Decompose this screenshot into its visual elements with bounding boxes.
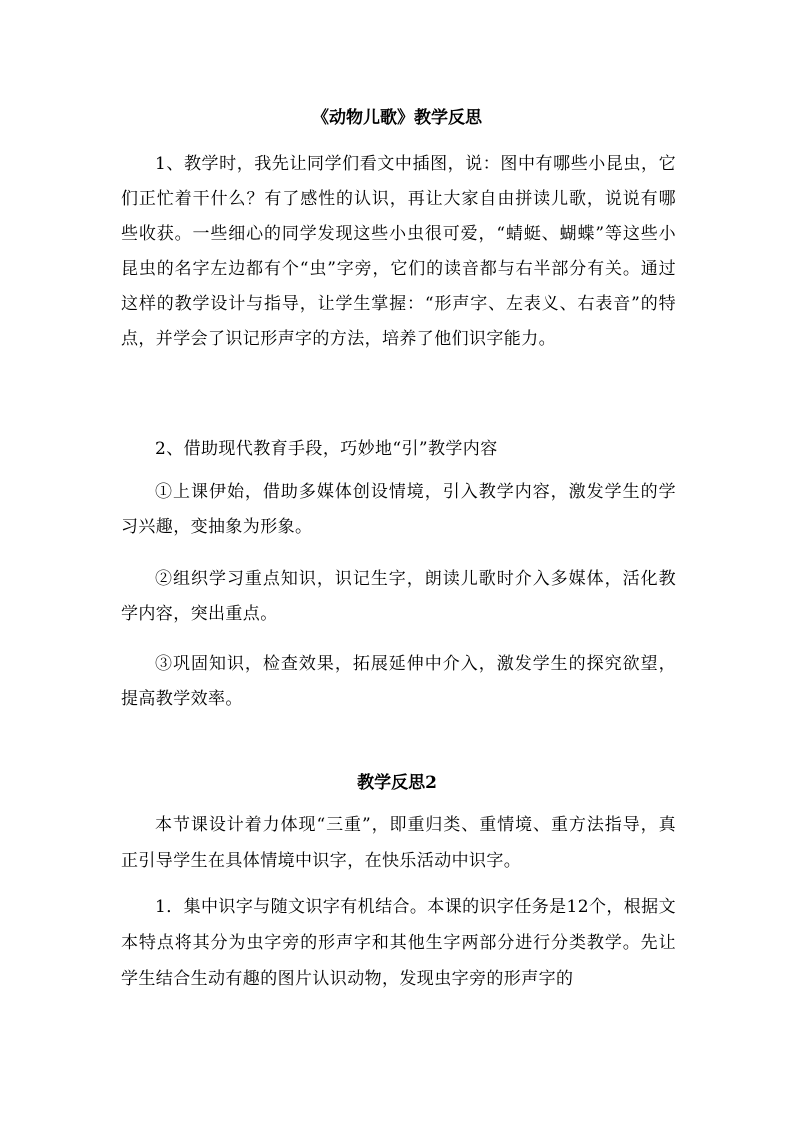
section2-paragraph-1: 本节课设计着力体现“三重”，即重归类、重情境、重方法指导，真正引导学生在具体情境中识字，在快乐活动中识字。 <box>121 815 676 871</box>
section1-title: 《动物儿歌》教学反思 <box>312 108 482 128</box>
section1-paragraph-2: 2、借助现代教育手段，巧妙地“引”教学内容 <box>155 439 498 459</box>
section1-paragraph-1: 1、教学时，我先让同学们看文中插图，说：图中有哪些小昆虫，它们正忙着干什么？有了感性的认识，再让大家自由拼读儿歌，说说有哪些收获。一些细心的同学发现这些小虫很可爱，“蜻蜓、蝴蝶”等这些小昆虫的名字左边都有个“虫”字旁，它们的读音都与右半部分有关。通过这样的教学设计与指导，让学生掌握：“形声字、左表义、右表音”的特点，并学会了识记形声字的方法，培养了他们识字能力。 <box>121 154 676 349</box>
section1-paragraph-3: ①上课伊始，借助多媒体创设情境，引入教学内容，激发学生的学习兴趣，变抽象为形象。 <box>121 482 676 537</box>
section2-title: 教学反思2 <box>357 773 437 793</box>
section1-paragraph-5: ③巩固知识，检查效果，拓展延伸中介入，激发学生的探究欲望，提高教学效率。 <box>121 654 676 709</box>
section2-paragraph-2: 1．集中识字与随文识字有机结合。本课的识字任务是12个，根据文本特点将其分为虫字旁的形声字和其他生字两部分进行分类教学。先让学生结合生动有趣的图片认识动物，发现虫字旁的形声字的 <box>121 897 676 989</box>
section1-paragraph-4: ②组织学习重点知识，识记生字，朗读儿歌时介入多媒体，活化教学内容，突出重点。 <box>121 569 676 624</box>
